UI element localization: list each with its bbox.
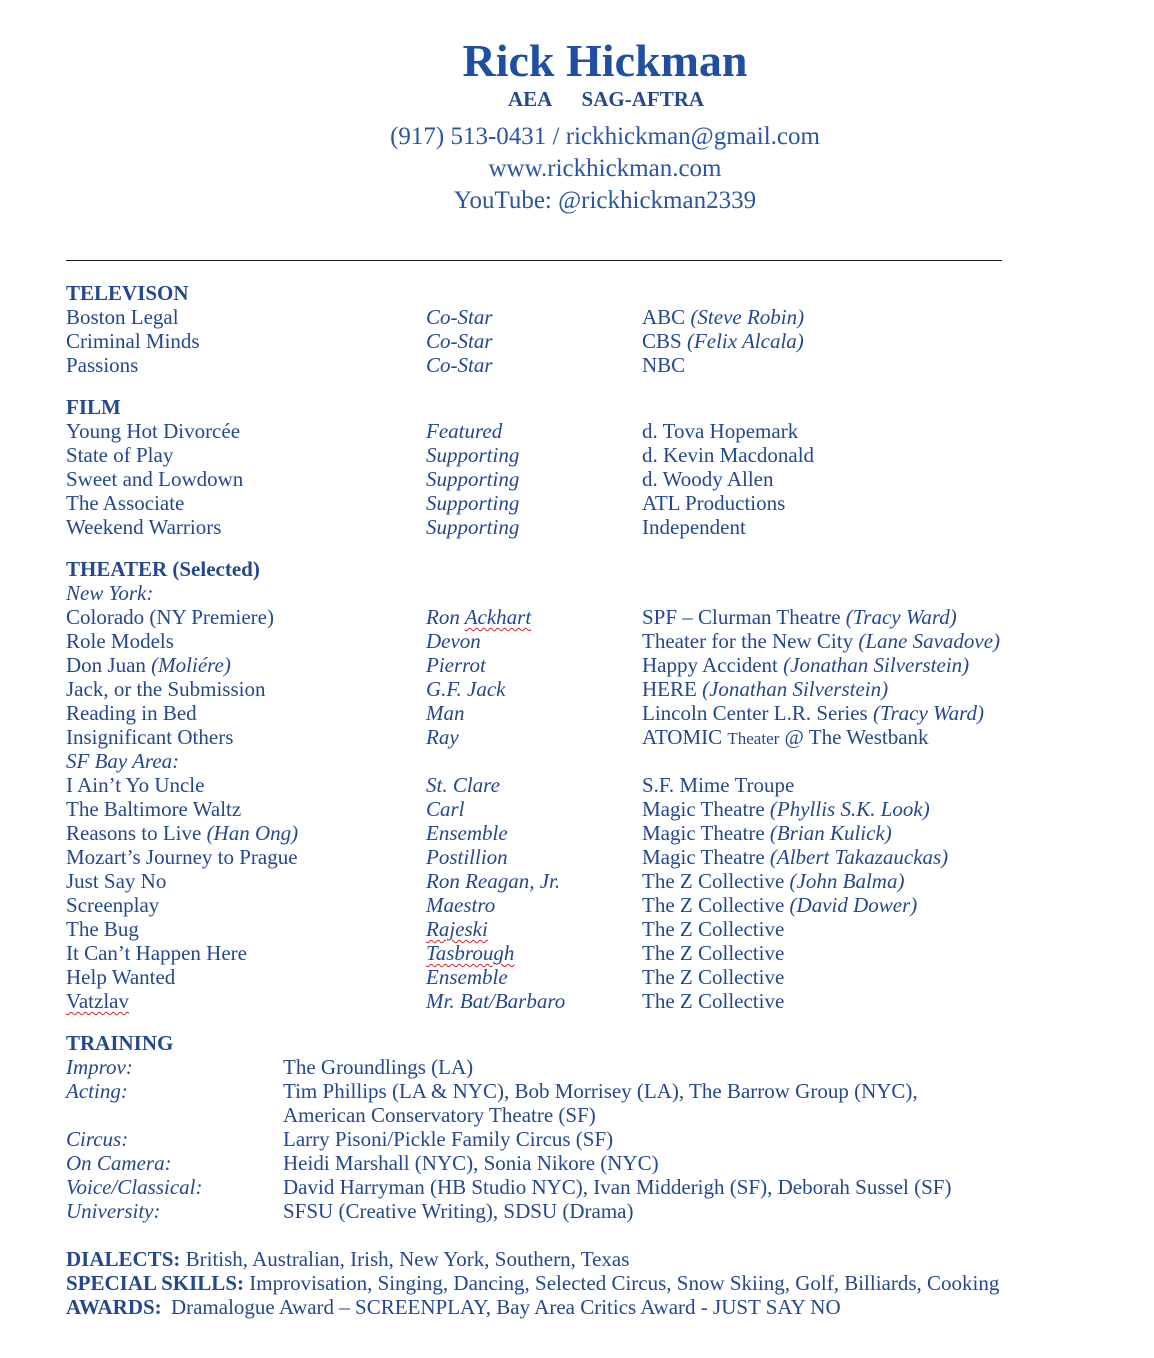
credit-title: Reading in Bed (66, 701, 197, 725)
training-value: The Groundlings (LA) (283, 1055, 474, 1079)
credit-venue: The Z Collective (642, 989, 785, 1013)
credit-title: It Can’t Happen Here (66, 941, 247, 965)
credit-venue: The Z Collective (David Dower) (642, 893, 918, 917)
training-value: Tim Phillips (LA & NYC), Bob Morrisey (LA), The Barrow Group (NYC), (283, 1079, 918, 1103)
credit-title: Just Say No (66, 869, 167, 893)
training-label: Circus: (66, 1127, 129, 1151)
film-row (0, 443, 1154, 467)
theater-row (0, 821, 1154, 845)
dialects-line (66, 1247, 629, 1271)
training-label: Voice/Classical: (66, 1175, 203, 1199)
credit-director: Independent (642, 515, 746, 539)
credit-role: Co-Star (426, 353, 493, 377)
theater-row (0, 917, 1154, 941)
theater-row (0, 869, 1154, 893)
television-row (0, 305, 1154, 329)
website-link[interactable]: www.rickhickman.com (488, 155, 722, 182)
credit-role: Devon (426, 629, 481, 653)
credit-role: Supporting (426, 491, 520, 515)
credit-venue: S.F. Mime Troupe (642, 773, 795, 797)
theater-row (0, 725, 1154, 749)
special-skills-label: SPECIAL SKILLS: (66, 1271, 244, 1295)
contact-phone-email: (917) 513-0431 / rickhickman@gmail.com (390, 123, 820, 150)
credit-role: St. Clare (426, 773, 500, 797)
credit-role: Maestro (426, 893, 496, 917)
credit-title: Criminal Minds (66, 329, 200, 353)
credit-role: Ray (426, 725, 459, 749)
credit-venue: Magic Theatre (Phyllis S.K. Look) (642, 797, 930, 821)
training-row (0, 1127, 1154, 1151)
credit-venue: SPF – Clurman Theatre (Tracy Ward) (642, 605, 957, 629)
credit-venue: The Z Collective (John Balma) (642, 869, 905, 893)
credit-title: Jack, or the Submission (66, 677, 266, 701)
dialects-value: British, Australian, Irish, New York, Southern, Texas (185, 1247, 630, 1271)
credit-role: Pierrot (426, 653, 486, 677)
theater-row (0, 941, 1154, 965)
credit-title: Help Wanted (66, 965, 176, 989)
credit-venue: Happy Accident (Jonathan Silverstein) (642, 653, 970, 677)
credit-role: Ron Reagan, Jr. (426, 869, 561, 893)
training-label: Improv: (66, 1055, 133, 1079)
credit-title: The Baltimore Waltz (66, 797, 242, 821)
training-value: Larry Pisoni/Pickle Family Circus (SF) (283, 1127, 614, 1151)
awards-label: AWARDS: (66, 1295, 162, 1319)
training-value: American Conservatory Theatre (SF) (283, 1103, 596, 1127)
theater-row (0, 845, 1154, 869)
training-value: David Harryman (HB Studio NYC), Ivan Midderigh (SF), Deborah Sussel (SF) (283, 1175, 952, 1199)
credit-venue: Magic Theatre (Albert Takazauckas) (642, 845, 949, 869)
credit-role: Tasbrough (426, 941, 515, 965)
credit-venue: The Z Collective (642, 941, 785, 965)
credit-title: Young Hot Divorcée (66, 419, 241, 443)
credit-venue: HERE (Jonathan Silverstein) (642, 677, 889, 701)
theater-row (0, 965, 1154, 989)
credit-title: Weekend Warriors (66, 515, 222, 539)
credit-role: Supporting (426, 515, 520, 539)
credit-role: Man (426, 701, 465, 725)
credit-role: Ron Ackhart (426, 605, 532, 629)
credit-title: Insignificant Others (66, 725, 234, 749)
union-affiliations (0, 86, 1154, 112)
theater-heading: THEATER (Selected) (66, 557, 260, 581)
credit-role: Supporting (426, 443, 520, 467)
training-value: SFSU (Creative Writing), SDSU (Drama) (283, 1199, 634, 1223)
credit-director: d. Tova Hopemark (642, 419, 799, 443)
credit-title: State of Play (66, 443, 174, 467)
training-heading: TRAINING (66, 1031, 174, 1055)
credit-title: Passions (66, 353, 139, 377)
credit-role: Co-Star (426, 329, 493, 353)
credit-title: The Bug (66, 917, 139, 941)
film-row (0, 467, 1154, 491)
theater-row (0, 701, 1154, 725)
credit-role: Postillion (426, 845, 508, 869)
credit-title: Boston Legal (66, 305, 179, 329)
dialects-label: DIALECTS: (66, 1247, 181, 1271)
credit-role: Ensemble (426, 965, 508, 989)
training-label: On Camera: (66, 1151, 172, 1175)
theater-row (0, 605, 1154, 629)
credit-director: d. Kevin Macdonald (642, 443, 815, 467)
credit-role: Co-Star (426, 305, 493, 329)
new-york-subheading: New York: (66, 581, 154, 605)
television-row (0, 353, 1154, 377)
credit-title: I Ain’t Yo Uncle (66, 773, 205, 797)
training-row (0, 1103, 1154, 1127)
credit-network: CBS (Felix Alcala) (642, 329, 804, 353)
credit-role: Ensemble (426, 821, 508, 845)
credit-title: Colorado (NY Premiere) (66, 605, 274, 629)
resume-name: Rick Hickman (462, 35, 748, 86)
credit-title: Don Juan (Moliére) (66, 653, 231, 677)
training-label: University: (66, 1199, 161, 1223)
credit-title: Mozart’s Journey to Prague (66, 845, 298, 869)
film-row (0, 491, 1154, 515)
credit-network: ABC (Steve Robin) (642, 305, 805, 329)
credit-role: Carl (426, 797, 465, 821)
credit-venue: The Z Collective (642, 965, 785, 989)
theater-row (0, 677, 1154, 701)
credit-director: d. Woody Allen (642, 467, 774, 491)
credit-role: Featured (426, 419, 503, 443)
credit-title: Sweet and Lowdown (66, 467, 244, 491)
theater-row (0, 773, 1154, 797)
credit-title: Screenplay (66, 893, 160, 917)
credit-title: Vatzlav (66, 989, 129, 1013)
theater-row (0, 797, 1154, 821)
film-row (0, 515, 1154, 539)
credit-role: G.F. Jack (426, 677, 506, 701)
theater-row (0, 989, 1154, 1013)
credit-venue: ATOMIC Theater @ The Westbank (642, 725, 929, 749)
theater-row (0, 629, 1154, 653)
union-sag-aftra: SAG-AFTRA (581, 87, 705, 111)
training-row (0, 1055, 1154, 1079)
special-skills-line (66, 1271, 999, 1295)
film-heading: FILM (66, 395, 121, 419)
sf-bay-area-subheading: SF Bay Area: (66, 749, 180, 773)
theater-row (0, 653, 1154, 677)
credit-role: Mr. Bat/Barbaro (426, 989, 566, 1013)
credit-venue: Lincoln Center L.R. Series (Tracy Ward) (642, 701, 984, 725)
credit-title: Role Models (66, 629, 174, 653)
training-row (0, 1151, 1154, 1175)
credit-title: Reasons to Live (Han Ong) (66, 821, 299, 845)
union-aea: AEA (507, 87, 553, 111)
training-label: Acting: (66, 1079, 128, 1103)
film-row (0, 419, 1154, 443)
training-row (0, 1199, 1154, 1223)
credit-venue: Theater for the New City (Lane Savadove) (642, 629, 1001, 653)
training-row (0, 1079, 1154, 1103)
theater-row (0, 893, 1154, 917)
youtube-handle: YouTube: @rickhickman2339 (453, 187, 757, 214)
awards-value: Dramalogue Award – SCREENPLAY, Bay Area Critics Award - JUST SAY NO (170, 1295, 841, 1319)
training-value: Heidi Marshall (NYC), Sonia Nikore (NYC) (283, 1151, 659, 1175)
credit-role: Rajeski (426, 917, 488, 941)
credit-network: NBC (642, 353, 686, 377)
television-heading: TELEVISON (66, 281, 189, 305)
special-skills-value: Improvisation, Singing, Dancing, Selected Circus, Snow Skiing, Golf, Billiards, Cooking (249, 1271, 1000, 1295)
credit-director: ATL Productions (642, 491, 786, 515)
credit-venue: Magic Theatre (Brian Kulick) (642, 821, 892, 845)
credit-role: Supporting (426, 467, 520, 491)
television-row (0, 329, 1154, 353)
header-divider (66, 260, 1002, 261)
awards-line (66, 1295, 841, 1319)
credit-venue: The Z Collective (642, 917, 785, 941)
credit-title: The Associate (66, 491, 185, 515)
training-row (0, 1175, 1154, 1199)
